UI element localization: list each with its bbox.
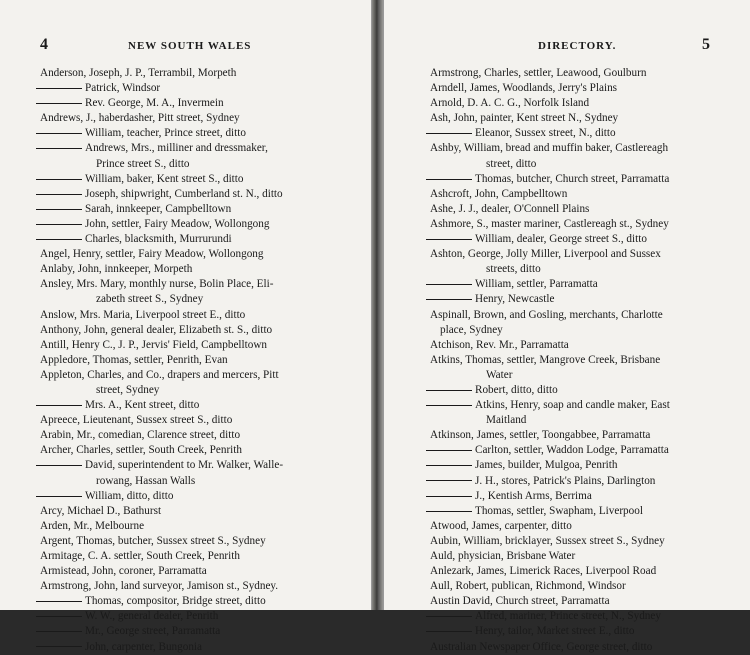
- entry-text: Arndell, James, Woodlands, Jerry's Plains: [430, 82, 618, 95]
- right-page: [383, 0, 750, 653]
- directory-entry: [384, 292, 734, 307]
- entry-text: Auld, physician, Brisbane Water: [430, 550, 576, 562]
- directory-entry: [0, 549, 350, 564]
- entry-text: J., Kentish Arms, Berrima: [475, 489, 592, 502]
- directory-entry: [0, 157, 350, 172]
- entry-text: Ashby, William, bread and muffin baker, Castlereagh: [430, 142, 669, 155]
- entry-text: Armistead, John, coroner, Parramatta: [40, 565, 207, 578]
- directory-entry: [384, 338, 734, 353]
- directory-entry: [384, 217, 734, 232]
- entry-text: John, settler, Fairy Meadow, Wollongong: [85, 217, 270, 230]
- entry-text: Sarah, innkeeper, Campbelltown: [85, 202, 232, 215]
- directory-entry: [0, 519, 350, 534]
- directory-entry: [384, 564, 734, 579]
- entry-text: James, builder, Mulgoa, Penrith: [475, 459, 618, 472]
- ditto-dash: [426, 405, 472, 406]
- entry-text: Anderson, Joseph, J. P., Terrambil, Morpeth: [40, 67, 237, 79]
- ditto-dash: [36, 88, 82, 89]
- entry-text: Angel, Henry, settler, Fairy Meadow, Wollongong: [40, 248, 264, 261]
- entry-text: Antill, Henry C., J. P., Jervis' Field, Campbelltown: [40, 338, 268, 351]
- entry-text: Arcy, Michael D., Bathurst: [40, 504, 162, 517]
- entry-text: Patrick, Windsor: [85, 82, 161, 95]
- directory-entry: [0, 232, 350, 247]
- directory-entry: [384, 474, 734, 489]
- directory-entry: [0, 594, 350, 609]
- directory-entry: [0, 308, 350, 323]
- directory-entry: [0, 247, 350, 262]
- entry-text: street, ditto: [486, 157, 537, 170]
- entry-text: Anslow, Mrs. Maria, Liverpool street E., ditto: [40, 308, 246, 321]
- entry-text: Robert, ditto, ditto: [475, 383, 558, 396]
- directory-entry: [384, 504, 734, 519]
- left-page: [0, 0, 372, 653]
- entry-text: Andrews, Mrs., milliner and dressmaker,: [85, 142, 268, 155]
- ditto-dash: [36, 616, 82, 617]
- entry-text: Atkinson, James, settler, Toongabbee, Parramatta: [430, 429, 651, 442]
- directory-entry: [384, 640, 734, 655]
- entry-text: Appledore, Thomas, settler, Penrith, Evan: [40, 353, 228, 366]
- entry-text: John, carpenter, Bungonia: [85, 640, 202, 653]
- ditto-dash: [36, 239, 82, 240]
- directory-entry: [384, 96, 734, 111]
- ditto-dash: [426, 239, 472, 240]
- entry-text: Henry, Newcastle: [475, 293, 555, 306]
- entry-text: street, Sydney: [96, 383, 160, 396]
- entry-text: Arden, Mr., Melbourne: [40, 519, 145, 532]
- directory-entry: [0, 66, 350, 81]
- directory-entry: [0, 579, 350, 594]
- ditto-dash: [36, 179, 82, 180]
- ditto-dash: [426, 179, 472, 180]
- entry-text: W. W., general dealer, Penrith: [85, 610, 219, 623]
- running-head: DIRECTORY.: [538, 40, 617, 52]
- entry-text: Anlaby, John, innkeeper, Morpeth: [40, 263, 193, 276]
- entry-text: Thomas, compositor, Bridge street, ditto: [85, 595, 266, 608]
- directory-entry: [0, 383, 350, 398]
- ditto-dash: [36, 601, 82, 602]
- ditto-dash: [426, 496, 472, 497]
- entry-text: Armstrong, Charles, settler, Leawood, Goulburn: [430, 67, 647, 79]
- directory-entry: [384, 519, 734, 534]
- entry-text: Atkins, Thomas, settler, Mangrove Creek, Brisbane: [430, 353, 661, 366]
- directory-entry: [0, 172, 350, 187]
- entry-text: Arabin, Mr., comedian, Clarence street, ditto: [40, 429, 241, 442]
- entry-text: Ashton, George, Jolly Miller, Liverpool and Sussex: [430, 248, 661, 261]
- directory-entry: [384, 383, 734, 398]
- directory-entry: [0, 126, 350, 141]
- directory-entry: [384, 187, 734, 202]
- directory-entry: [0, 111, 350, 126]
- ditto-dash: [426, 616, 472, 617]
- entry-text: Armstrong, John, land surveyor, Jamison st., Sydney.: [40, 580, 279, 593]
- directory-entry: [384, 609, 734, 624]
- entry-text: Mr., George street, Parramatta: [85, 625, 221, 638]
- entry-text: Alfred, mariner, Prince street, N., Sydney: [475, 610, 661, 623]
- directory-entry: [0, 428, 350, 443]
- directory-entry: [384, 141, 734, 156]
- ditto-dash: [426, 450, 472, 451]
- ditto-dash: [36, 631, 82, 632]
- book-gutter: [372, 0, 383, 610]
- entry-text: Australian Newspaper Office, George street, ditto: [430, 640, 653, 653]
- entry-text: J. H., stores, Patrick's Plains, Darlington: [475, 474, 656, 487]
- directory-entry: [0, 474, 350, 489]
- ditto-dash: [36, 224, 82, 225]
- entry-text: Andrews, J., haberdasher, Pitt street, Sydney: [40, 112, 240, 125]
- directory-entry: [0, 534, 350, 549]
- directory-entry: [384, 594, 734, 609]
- entry-text: William, ditto, ditto: [85, 489, 174, 502]
- ditto-dash: [426, 390, 472, 391]
- ditto-dash: [36, 133, 82, 134]
- directory-entry: [0, 353, 350, 368]
- directory-entry: [0, 141, 350, 156]
- directory-entry: [384, 262, 734, 277]
- directory-entry: [384, 443, 734, 458]
- directory-entry: [0, 323, 350, 338]
- entry-text: Joseph, shipwright, Cumberland st. N., ditto: [85, 187, 283, 200]
- directory-entry: [0, 292, 350, 307]
- entry-text: Atchison, Rev. Mr., Parramatta: [430, 338, 569, 351]
- entry-text: Thomas, settler, Swapham, Liverpool: [475, 504, 643, 517]
- entry-text: Eleanor, Sussex street, N., ditto: [475, 127, 616, 140]
- ditto-dash: [426, 480, 472, 481]
- directory-entry: [0, 458, 350, 473]
- entry-text: Argent, Thomas, butcher, Sussex street S., Sydney: [40, 534, 266, 547]
- ditto-dash: [36, 646, 82, 647]
- entry-text: Atkins, Henry, soap and candle maker, East: [475, 399, 670, 412]
- entry-text: Mrs. A., Kent street, ditto: [85, 399, 200, 412]
- entry-text: William, teacher, Prince street, ditto: [85, 127, 246, 140]
- entry-text: rowang, Hassan Walls: [96, 474, 196, 487]
- entry-text: Thomas, butcher, Church street, Parramatta: [475, 172, 670, 185]
- page-number: 5: [702, 36, 710, 53]
- entry-text: zabeth street S., Sydney: [96, 293, 204, 306]
- entry-text: Arnold, D. A. C. G., Norfolk Island: [430, 97, 590, 110]
- directory-entry: [0, 624, 350, 639]
- ditto-dash: [426, 299, 472, 300]
- ditto-dash: [426, 631, 472, 632]
- entry-text: David, superintendent to Mr. Walker, Walle-: [85, 459, 284, 472]
- entry-text: Ashmore, S., master mariner, Castlereagh st., Sydney: [430, 217, 669, 230]
- directory-entry: [384, 126, 734, 141]
- entry-text: William, dealer, George street S., ditto: [475, 233, 647, 246]
- ditto-dash: [36, 194, 82, 195]
- directory-entry: [384, 111, 734, 126]
- entry-text: Aubin, William, bricklayer, Sussex street S., Sydney: [430, 534, 665, 547]
- entry-text: Appleton, Charles, and Co., drapers and mercers, Pitt: [40, 368, 279, 381]
- entry-text: Rev. George, M. A., Invermein: [85, 97, 224, 110]
- directory-entry: [384, 413, 734, 428]
- entry-text: Aspinall, Brown, and Gosling, merchants, Charlotte: [430, 308, 663, 321]
- directory-entry: [384, 489, 734, 504]
- entry-text: Archer, Charles, settler, South Creek, Penrith: [40, 444, 242, 457]
- entry-text: Water: [486, 368, 513, 381]
- directory-entry: [384, 458, 734, 473]
- directory-entry: [0, 202, 350, 217]
- entry-text: Ashe, J. J., dealer, O'Connell Plains: [430, 202, 590, 215]
- entry-text: Austin David, Church street, Parramatta: [430, 595, 610, 608]
- entry-text: Henry, tailor, Market street E., ditto: [475, 625, 635, 638]
- directory-entry: [384, 172, 734, 187]
- directory-entry: [384, 398, 734, 413]
- directory-entry: [384, 428, 734, 443]
- entry-text: Ash, John, painter, Kent street N., Sydney: [430, 112, 619, 125]
- directory-entry: [0, 81, 350, 96]
- entry-text: William, baker, Kent street S., ditto: [85, 172, 244, 185]
- ditto-dash: [426, 465, 472, 466]
- ditto-dash: [36, 465, 82, 466]
- entry-text: Maitland: [486, 414, 527, 427]
- directory-entry: [384, 353, 734, 368]
- directory-entry: [0, 368, 350, 383]
- directory-entry: [384, 247, 734, 262]
- directory-entry: [0, 443, 350, 458]
- entry-text: Carlton, settler, Waddon Lodge, Parramatta: [475, 444, 669, 457]
- directory-entry: [0, 262, 350, 277]
- ditto-dash: [36, 103, 82, 104]
- entry-text: Anthony, John, general dealer, Elizabeth st. S., ditto: [40, 323, 273, 336]
- directory-entry: [384, 66, 734, 81]
- directory-entry: [384, 323, 734, 338]
- directory-entry: [0, 504, 350, 519]
- entry-text: Charles, blacksmith, Murrurundi: [85, 233, 232, 246]
- ditto-dash: [36, 405, 82, 406]
- directory-entry: [0, 277, 350, 292]
- directory-entry: [0, 640, 350, 655]
- directory-entry: [384, 232, 734, 247]
- directory-entry: [0, 413, 350, 428]
- entry-text: place, Sydney: [440, 323, 503, 336]
- directory-entry: [384, 549, 734, 564]
- directory-entry: [0, 489, 350, 504]
- directory-entry: [0, 564, 350, 579]
- directory-entry: [384, 308, 734, 323]
- directory-entry: [0, 398, 350, 413]
- entry-text: Anlezark, James, Limerick Races, Liverpool Road: [430, 565, 657, 578]
- ditto-dash: [36, 148, 82, 149]
- entry-text: Atwood, James, carpenter, ditto: [430, 519, 572, 532]
- entry-text: streets, ditto: [486, 263, 541, 276]
- directory-entry: [0, 338, 350, 353]
- directory-entry: [0, 187, 350, 202]
- directory-entry: [384, 624, 734, 639]
- entry-text: Aull, Robert, publican, Richmond, Windsor: [430, 580, 626, 593]
- entry-text: Armitage, C. A. settler, South Creek, Penrith: [40, 550, 240, 562]
- directory-entry: [384, 81, 734, 96]
- directory-entries: [0, 66, 350, 655]
- ditto-dash: [426, 133, 472, 134]
- entry-text: William, settler, Parramatta: [475, 278, 598, 291]
- directory-entry: [0, 609, 350, 624]
- entry-text: Prince street S., ditto: [96, 157, 190, 170]
- running-head: NEW SOUTH WALES: [128, 40, 252, 52]
- ditto-dash: [426, 511, 472, 512]
- ditto-dash: [426, 284, 472, 285]
- entry-text: Apreece, Lieutenant, Sussex street S., ditto: [40, 414, 233, 427]
- page-number: 4: [40, 36, 48, 53]
- directory-entry: [384, 579, 734, 594]
- directory-entry: [0, 96, 350, 111]
- entry-text: Ashcroft, John, Campbelltown: [430, 187, 568, 200]
- directory-entry: [384, 157, 734, 172]
- directory-entries: [384, 66, 734, 655]
- ditto-dash: [36, 209, 82, 210]
- directory-entry: [384, 534, 734, 549]
- ditto-dash: [36, 496, 82, 497]
- directory-entry: [384, 277, 734, 292]
- directory-entry: [384, 202, 734, 217]
- directory-entry: [0, 217, 350, 232]
- directory-entry: [384, 368, 734, 383]
- entry-text: Ansley, Mrs. Mary, monthly nurse, Bolin Place, Eli-: [40, 278, 274, 291]
